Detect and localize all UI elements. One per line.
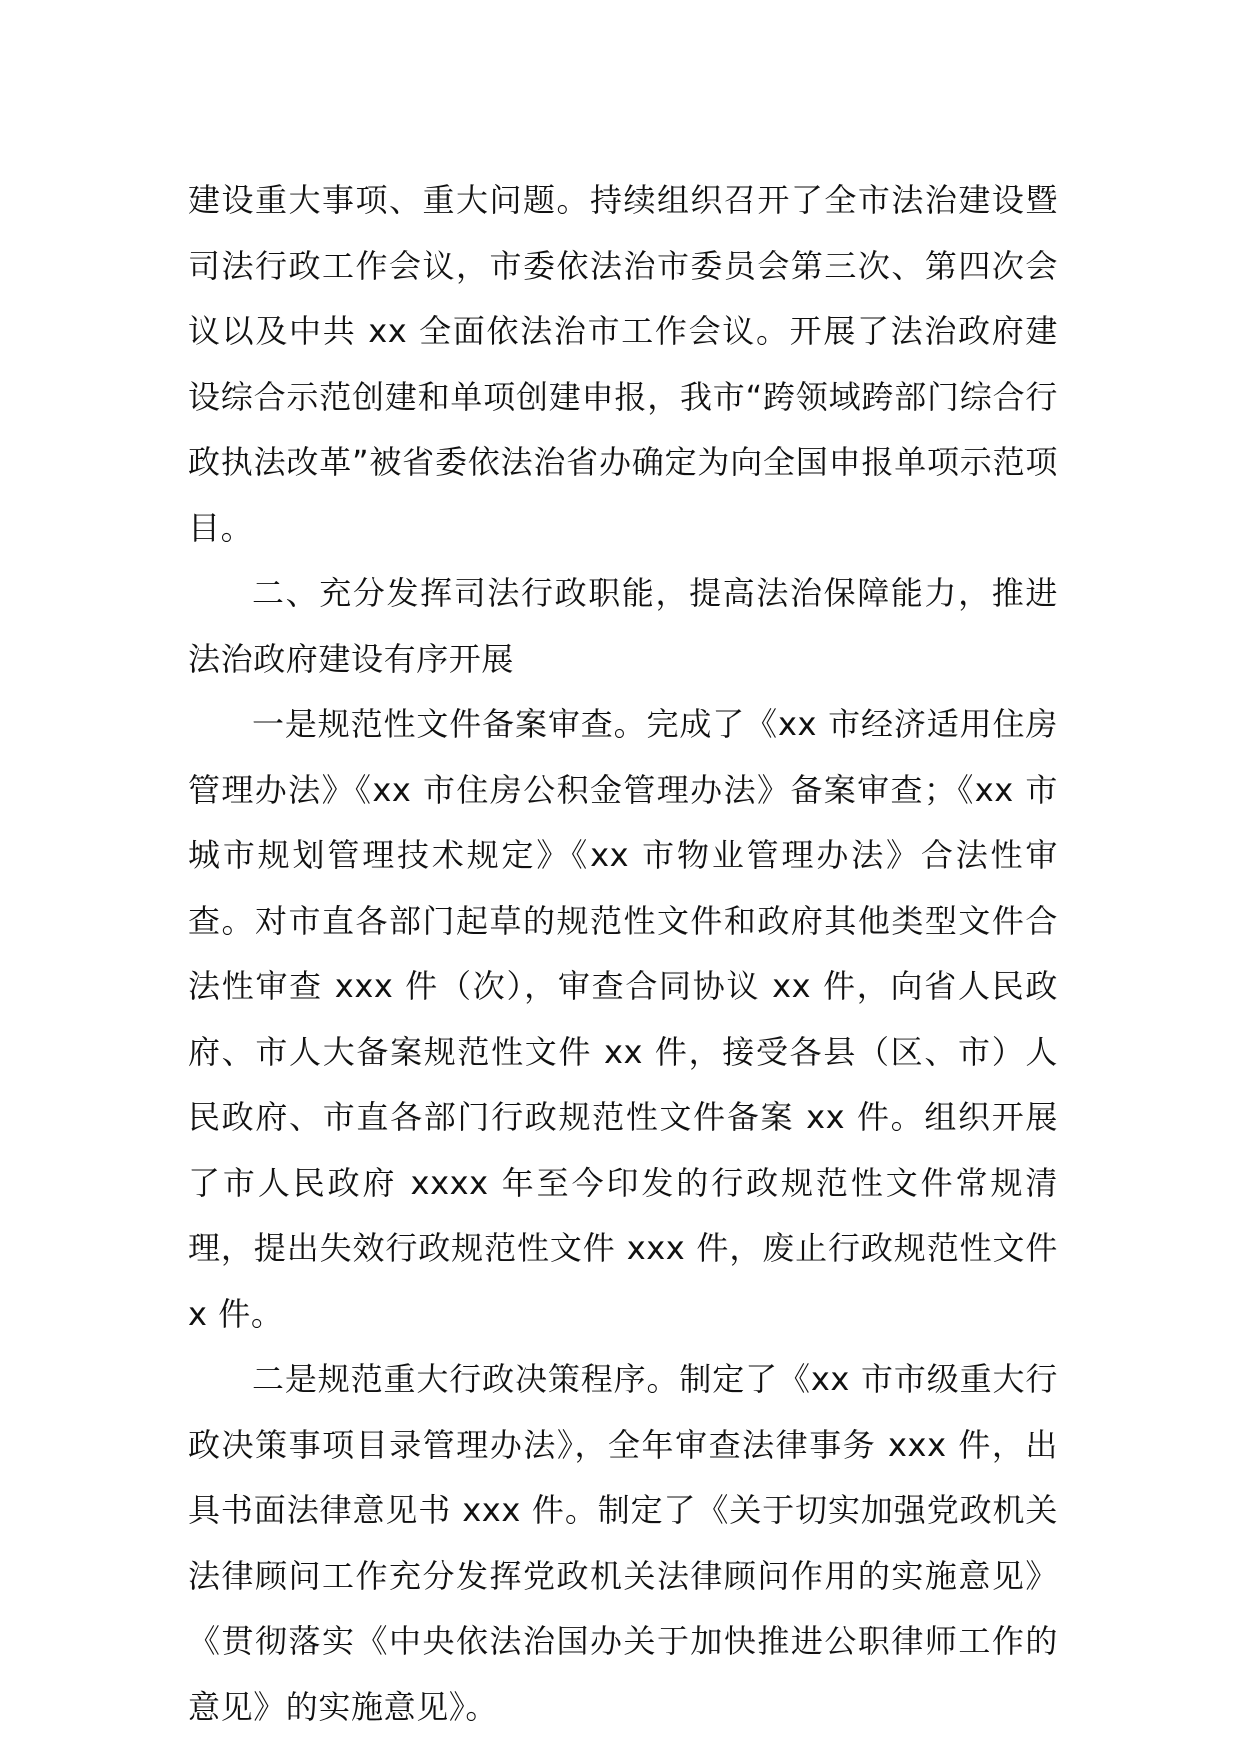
document-body — [188, 168, 1058, 1740]
paragraph-3: 一是规范性文件备案审查。完成了《xx 市经济适用住房管理办法》《xx 市住房公积金管理办法》备案审查；《xx 市城市规划管理技术规定》《xx 市物业管理办法》合法性审查。对市直各部门起草的规范性文件和政府其他类型文件合法性审查 xxx 件（次），审查合同协议 xx 件，向省人民政府、市人大备案规范性文件 xx 件，接受各县（区、市）人民政府、市直各部门行政规范性文件备案 xx 件。组织开展了市人民政府 xxxx 年至今印发的行政规范性文件常规清理，提出失效行政规范性文件 xxx 件，废止行政规范性文件 x 件。 — [188, 705, 1058, 1333]
section-heading-2: 二、充分发挥司法行政职能，提高法治保障能力，推进法治政府建设有序开展 — [188, 574, 1058, 678]
paragraph-4: 二是规范重大行政决策程序。制定了《xx 市市级重大行政决策事项目录管理办法》，全年审查法律事务 xxx 件，出具书面法律意见书 xxx 件。制定了《关于切实加强党政机关法律顾问工作充分发挥党政机关法律顾问作用的实施意见》《贯彻落实《中央依法治国办关于加快推进公职律师工作的意见》的实施意见》。 — [188, 1360, 1058, 1726]
paragraph-1: 建设重大事项、重大问题。持续组织召开了全市法治建设暨司法行政工作会议，市委依法治市委员会第三次、第四次会议以及中共 xx 全面依法治市工作会议。开展了法治政府建设综合示范创建和单项创建申报，我市“跨领域跨部门综合行政执法改革”被省委依法治省办确定为向全国申报单项示范项目。 — [188, 181, 1058, 547]
